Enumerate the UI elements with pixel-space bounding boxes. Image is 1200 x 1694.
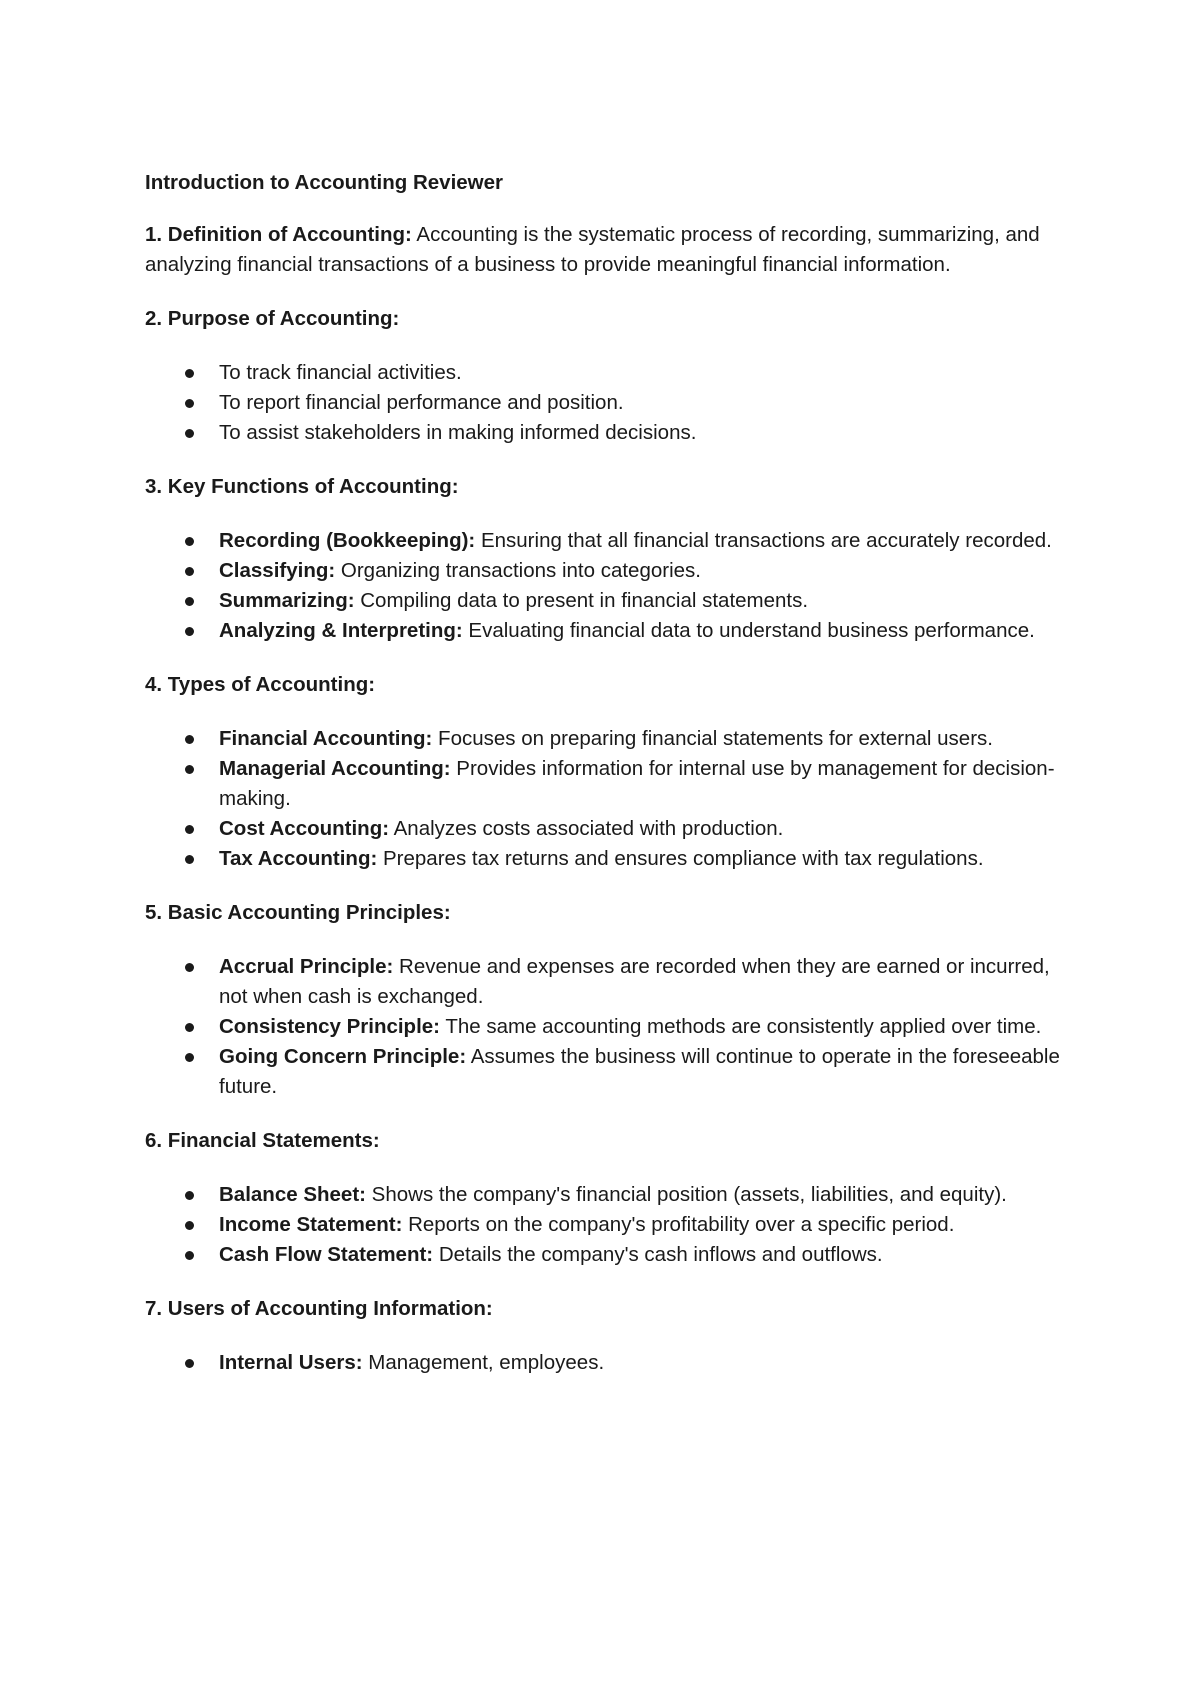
list-item-text: Management, employees. [362,1351,605,1374]
list-item-text: Prepares tax returns and ensures compliance with tax regulations. [377,847,984,870]
list-item [145,526,1065,556]
list-item-text: Assumes the business will continue to operate in the foreseeable future. [219,1045,1060,1098]
list-item-term: Managerial Accounting: [219,757,451,780]
list-item-term: Tax Accounting: [219,847,378,870]
list-item-text: Provides information for internal use by management for decision-making. [219,757,1055,810]
bullet-icon [185,1053,194,1062]
list-item-text: To track financial activities. [219,361,462,384]
bullet-icon [185,855,194,864]
list-item [145,358,1065,388]
list-item [145,1042,1065,1102]
list-item-term: Balance Sheet: [219,1183,366,1206]
list-item-text: Organizing transactions into categories. [335,559,701,582]
list-item-term: Summarizing: [219,589,355,612]
list-item [145,1210,1065,1240]
document-title: Introduction to Accounting Reviewer [145,171,503,194]
list-item-text: Shows the company's financial position (assets, liabilities, and equity). [365,1183,1007,1206]
bullet-icon [185,1191,194,1200]
list-item-term: Cash Flow Statement: [219,1243,434,1266]
users-list [145,1348,1065,1378]
list-item [145,1180,1065,1210]
list-item-term: Recording (Bookkeeping): [219,529,476,552]
list-item [145,814,1065,844]
list-item-term: Consistency Principle: [219,1015,441,1038]
principles-heading: 5. Basic Accounting Principles: [145,901,451,924]
list-item [145,556,1065,586]
bullet-icon [185,1023,194,1032]
definition-text: Accounting is the systematic process of recording, summarizing, and analyzing financial transactions of a business to provide meaningful financial information. [145,223,1040,276]
list-item [145,388,1065,418]
list-item-term: Analyzing & Interpreting: [219,619,463,642]
bullet-icon [185,429,194,438]
bullet-icon [185,567,194,576]
bullet-icon [185,369,194,378]
list-item [145,754,1065,814]
list-item-text: Analyzes costs associated with production. [389,817,784,840]
functions-heading: 3. Key Functions of Accounting: [145,475,459,498]
list-item [145,844,1065,874]
principles-list [145,952,1065,1102]
definition-section [145,220,1065,280]
list-item-term: Cost Accounting: [219,817,390,840]
purpose-heading: 2. Purpose of Accounting: [145,307,400,330]
bullet-icon [185,597,194,606]
list-item-text: Compiling data to present in financial statements. [354,589,809,612]
list-item-text: Ensuring that all financial transactions are accurately recorded. [475,529,1052,552]
list-item [145,1348,1065,1378]
list-item-text: To report financial performance and position. [219,391,624,414]
bullet-icon [185,627,194,636]
bullet-icon [185,1251,194,1260]
statements-heading: 6. Financial Statements: [145,1129,380,1152]
purpose-list [145,358,1065,448]
list-item [145,1012,1065,1042]
list-item-text: Revenue and expenses are recorded when they are earned or incurred, not when cash is exchanged. [219,955,1050,1008]
statements-list [145,1180,1065,1270]
bullet-icon [185,825,194,834]
document-page [145,168,1065,1402]
list-item [145,952,1065,1012]
list-item-text: Details the company's cash inflows and outflows. [433,1243,883,1266]
list-item [145,1240,1065,1270]
list-item-term: Going Concern Principle: [219,1045,467,1068]
list-item-text: Evaluating financial data to understand business performance. [462,619,1035,642]
bullet-icon [185,1221,194,1230]
list-item-text: The same accounting methods are consistently applied over time. [440,1015,1042,1038]
users-heading: 7. Users of Accounting Information: [145,1297,493,1320]
bullet-icon [185,735,194,744]
types-heading: 4. Types of Accounting: [145,673,376,696]
functions-list [145,526,1065,646]
bullet-icon [185,1359,194,1368]
list-item [145,616,1065,646]
definition-heading: 1. Definition of Accounting: [145,223,412,246]
list-item [145,586,1065,616]
bullet-icon [185,399,194,408]
list-item-term: Income Statement: [219,1213,403,1236]
list-item [145,724,1065,754]
list-item-text: Reports on the company's profitability over a specific period. [402,1213,955,1236]
list-item-text: To assist stakeholders in making informed decisions. [219,421,697,444]
list-item-term: Classifying: [219,559,336,582]
list-item-term: Financial Accounting: [219,727,433,750]
list-item [145,418,1065,448]
list-item-term: Internal Users: [219,1351,363,1374]
bullet-icon [185,765,194,774]
list-item-term: Accrual Principle: [219,955,394,978]
bullet-icon [185,537,194,546]
types-list [145,724,1065,874]
bullet-icon [185,963,194,972]
list-item-text: Focuses on preparing financial statements for external users. [432,727,993,750]
